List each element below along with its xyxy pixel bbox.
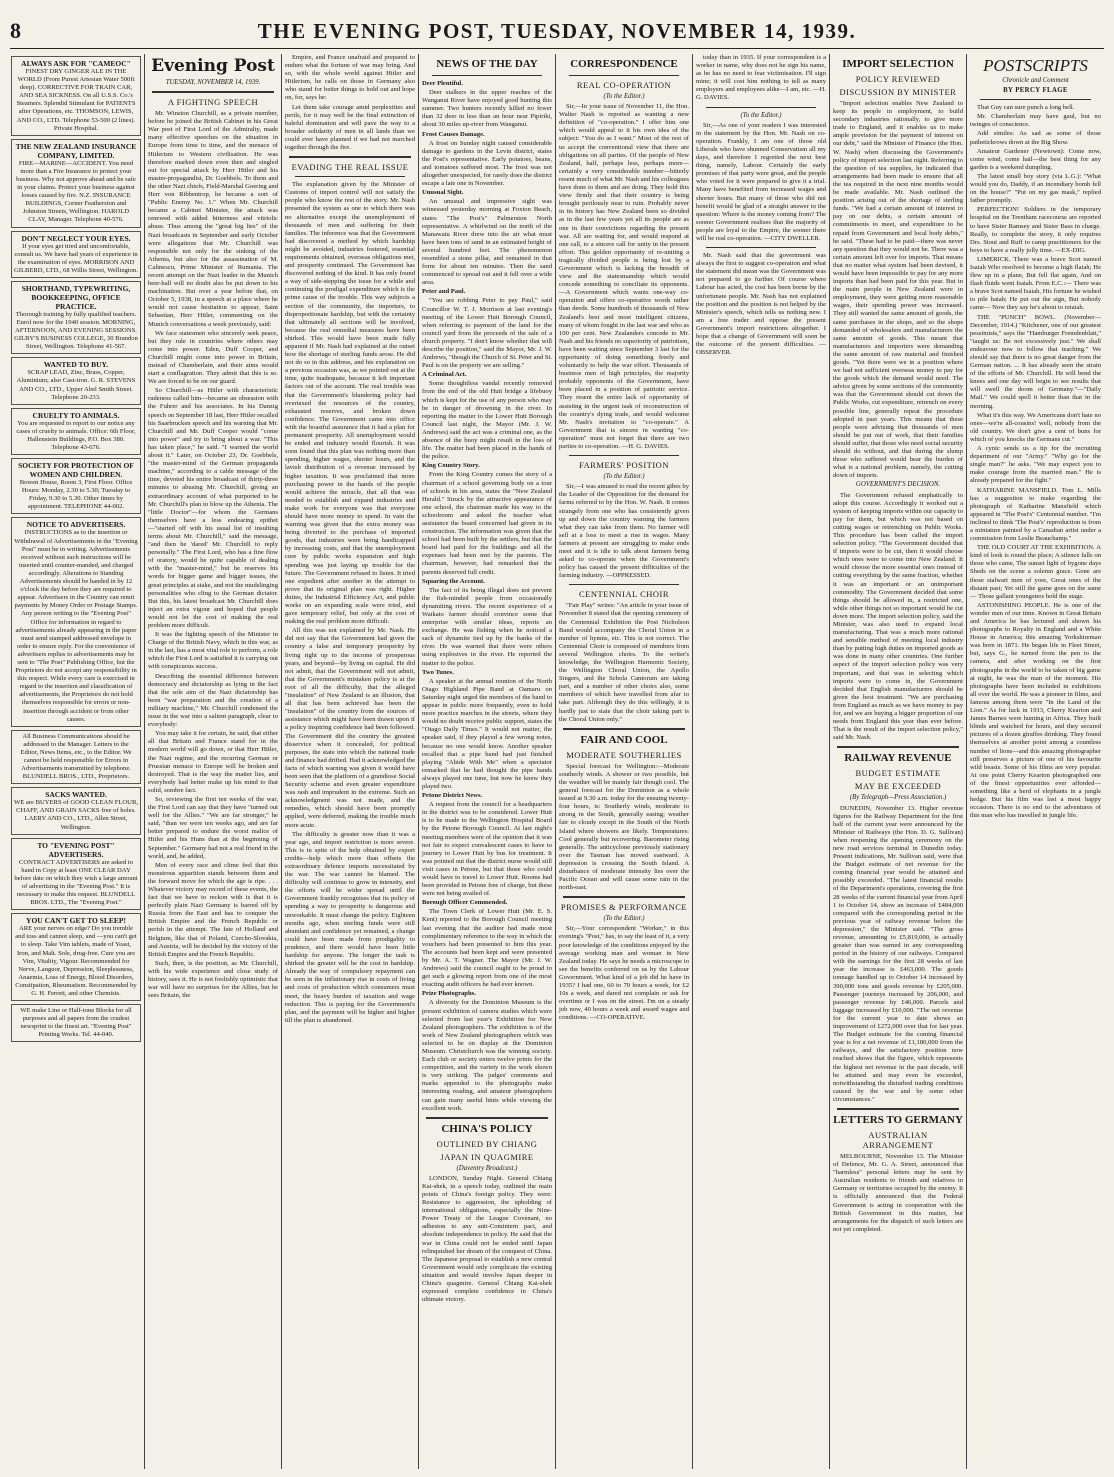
postscript-item: That Guy can sure punch a long bell. (977, 104, 1075, 112)
ad-heading: DON'T NEGLECT YOUR EYES. (21, 233, 131, 243)
ad-heading: NOTICE TO ADVERTISERS. (26, 520, 126, 530)
china-source: (Daventry Broadcast.) (456, 1164, 518, 1172)
ad-heading: SACKS WANTED. (45, 790, 107, 800)
promises-heading: PROMISES & PERFORMANCE (560, 902, 688, 913)
rail-sub: BUDGET ESTIMATE (855, 768, 941, 779)
postscript-item: THE "PUNCH" BOWL. (November—December, 1914.) "Kitchener, one of our greatest pessimists," says the "Hamburger Fremdenblatt," "taught us: Be not excessively just." We shall endeavour now to follow that teaching." We should say that there is no great danger from the German nation. ... It has already seen the strain of the efforts of Mr. Churchill. He will bend the knees and one day will begin to see results that will swell the doom of Germany."—"Daily Mail." We could spell it better than that in the morning. (970, 313, 1101, 410)
letters (559, 80, 689, 724)
weather-text: Special forecast for Wellington:—Moderate southerly winds. A shower or two possible, but the weather will be mainly fair though cool. The general forecast for the Dominion as a whole issued at 9.30 a.m. today for the ensuing twenty-four hours, is: Southerly winds, moderate to strong in the South, generally easing; weather fair to cloudy except in the South of the North Island where showers are likely. Temperatures: Cool generally but recovering. Barometer rising generally. The anticyclone previously stationary over the Tasman has moved eastward. A depression is crossing the South Island. A disturbance of moderate intensity lies over the Pacific Ocean and will cause some rain in the north-east. (559, 762, 689, 892)
column-editorial-cont (282, 54, 419, 1469)
news-item-subhead: Deer Plentiful. (422, 80, 463, 87)
paragraph: today than in 1935. If your correspondent is a worker in name, why does not he sign his name, as he has no need to fear victimisation. I'll sign mine; it will cost him nothing to tell as many employers and employees alike—I am, etc. —H. G. DAVIES. (696, 54, 826, 102)
letters-germany-sub: AUSTRALIAN ARRANGEMENT (862, 1129, 934, 1150)
ad-body: All Business Communications should be addressed to the Manager. Letters to the Editor, News Items, etc., to the Editor. We cannot be held responsible for Errors in Advertisements transmitted by telephone. BLUNDELL BROS., LTD., Proprietors. (20, 732, 132, 781)
column-ads (8, 54, 145, 1469)
ad-heading: TO "EVENING POST" ADVERTISERS. (37, 840, 115, 859)
ad-block (11, 1004, 141, 1042)
import-sub2: DISCUSSION BY MINISTER (839, 87, 957, 97)
ad-block (11, 56, 141, 136)
divider (569, 455, 679, 456)
column-news (419, 54, 556, 1469)
news-item-text: A frost on Sunday night caused considerable damage to gardens in the Levin district, states the Post's representative. Early potatoes, beans, and tomatoes suffered most. The frost was not altogether unexpected, for rarely does the district escape a late one in November. (422, 139, 552, 188)
news-item-subhead: Petone District News. (422, 792, 483, 800)
paragraph: Let them take courage amid perplexities and perils, for it may well be the final extinction of baleful domination and will pave the way to a broader solidarity of men in all lands than we could ever have planned if we had not marched together through the fire. (285, 103, 415, 152)
postscript-item: THE OLD COURT AT THE EXHIBITION. A kind of look is round the place; A silence falls on those who came, The sunset light of bygone days Sheds on the scene a solemn grace. Gone are those stalwart men of yore, Great ones of the distant past; Yet still the game goes on the same— Those gallant youngsters hold the stage. (970, 544, 1101, 600)
postscript-item: What it's this way. We Americans don't hate no ones—we're all-cousins! well, nobody from the old country. We don't give a cent of buns for which of you knocks the Germans cut." (970, 411, 1101, 443)
news-item-subhead: Peter and Paul. (422, 288, 466, 296)
paragraph: Describing the essential difference between democracy and dictatorship as lying in the fact that the sole aim of the Nazi dictatorship has been "war preparation and the creation of a military machine," Mr. Churchill condensed the issue in the war into a salient paragraph, clear to everybody: (148, 672, 278, 729)
letter-title: CENTENNIAL CHOIR (578, 589, 670, 600)
promises-text: Sir,—Your correspondent "Worker," in this evening's "Post," has, to say the least of it, a very poor knowledge of the conditions enjoyed by the average working man and woman in New Zealand today. He says he needs a microscope to see the benefits conferred on us by the Labour Government. What kind of a job did he have in 1935? I had one, 60 to 70 hours a week, for £2 10s a week, and dared not complain or ask for overtime or I was on the street. I'm on a steady job now, 40 hours a week and award wages and conditions. —CO-OPERATIVE. (559, 925, 689, 1022)
page-number: 8 (10, 18, 21, 43)
divider (837, 746, 959, 748)
postscripts-title: POSTSCRIPTS (983, 56, 1088, 75)
letters-continued (696, 54, 826, 103)
ad-block (11, 838, 141, 911)
column-correspondence (556, 54, 693, 1469)
ad-body: FINEST DRY GINGER ALE IN THE WORLD (From Purest Artesian Water 500ft deep). CORRECTIVE FOR TRAIN CAR, AND SEA SICKNESS. On all U.S.S. Co.'s Steamers. Splendid Stimulant for PATIENTS after Operations, etc. THOMSON, LEWIS, AND CO., LTD. Telephone 53-500 (2 lines). Private Hospital. (16, 68, 136, 132)
import-heading: IMPORT SELECTION (842, 58, 954, 70)
letter-title: FARMERS' POSITION (579, 460, 669, 471)
news-item-text: An unusual and impressive sight was witnessed yesterday morning at Foxton Beach, states "The Post's" Palmerston North representative. A whirlwind on the north of the Manawatu River drew into the air what must have been tons of sand in an estimated height of several hundred feet. The phenomenon resembled a stone pillar, and remained in that form for about ten minutes. Then the sand commenced to spread out and it fell over a wide area. (422, 198, 552, 287)
news-item-text: A request from the council for a headquarters in the district was to be considered. Lower Hutt is to be made to the Wellington Hospital Board by the Petone Borough Council. At last night's meeting members were of the opinion that it was not fair to expect convalescent cases to have to journey to Lower Hutt by bus for treatment. It was pointed out that the district nurse would still visit cases in Petone, but that those who could would have to travel to Lower Hutt. Rooms had been provided in Petone free of charge, but these were not being availed of. (422, 801, 552, 898)
letter-text: Sir,—As one of your readers I was interested in the statement by the Hon. Mr. Nash on co-operation. Frankly, I am one of those old Liberals who have shunned Conservatism all my days, and therefore I regretted the next best thing, namely, Labour. Certainly the early promises of that party were great, and the people who voted for it were prepared to give it a trial. Many have benefited from increased wages and shorter hours. But many of those who did not benefit would be glad of a straight answer to the question: Where is the money coming from? The sooner Government realises that the majority of people are loyal to the Empire, the sooner there will be real co-operation. —CITY DWELLER. (696, 121, 826, 242)
rail-source: (By Telegraph—Press Association.) (849, 794, 947, 802)
correspondence-heading: CORRESPONDENCE (570, 58, 678, 70)
postscript-item: Add similes: As sad as some of those pathetickrows down at the Big Show. (970, 130, 1101, 146)
divider (563, 728, 685, 730)
news-item-text: The fact of its being illegal does not prevent the fish-minded people from occasionally dynamiting rivers. The recent experience of a Waikato farmer should convince some that enterprise with similar ideas, reports an exchange. He was fishing when he noticed a sack of dynamite tied up by the banks of the river. He was warned that there were others using explosives in the river. He reported the matter to the police. (422, 586, 552, 667)
paragraph: So Churchill—as Hitler with characteristic rudeness called him—became an obsession with the Fuhrer and his associates. In his Danzig speech on September 18 last, Herr Hitler recalled his Saarbrucken speech and his warning that Mr. Churchill and Mr. Duff Cooper would "come into power" and try to bring about a war. "This has taken place," he said. "I warned the world about it." Later, on October 23, Dr. Goebbels, "the master-mind of the German propaganda machine," according to a cable message of the time, devoted his entire broadcast of thirty-three minutes to abusing Mr. Churchill, giving an extraordinary account of what purported to be Mr. Churchill's plan to blow up the Athenia. The "little Doctor"—for whom the Germans themselves have a less endearing epithet—"started off with his usual list of insulting terms about Mr. Churchill," said the message, "and then he 'dared' Mr. Churchill to reply personally." The First Lord, who has a fine flow of oratory, would be quite capable of dealing with the "master-mind," but he reserves his words for bigger game and bigger issues, the great principles at stake, and not the mudslinging personalities who cling to the German dictator. But this, his latest broadcast Mr. Churchill does inject an extra vigour and hoped that people would not let the cost of making the real problem more difficult. (148, 387, 278, 629)
letter-text: Sir,—In your issue of November 11, the Hon. Walter Nash is reported as wanting a new definition of "co-operation." I offer him one which would appeal to it his own idea of the subject: "You do as I want." Most of the rest of us accept the conventional view that there are obligations on all parties. Of the people of New Zealand, half, perhaps less, perhaps more—certainly a very considerable number—bitterly resent much of what Mr. Nash and his colleagues have done to them and are doing. They hold this view firmly and that their country is being brought perilously near to ruin. Probably never in its history has New Zealand been so divided as in the last few years yet all its people are as one in their convictions regarding the present war. All are waiting for, and would respond at one call, to a sincere call for unity in the present effort. This golden opportunity of re-uniting a tragically divided people is being lost by a Government which is lacking the breadth of view and the statesmanship which would concede something to conciliate its opponents. —A Government which wants one-way co-operation and offers co-operative words rather than deeds. Some hundreds of thousands of New Zealand's best and most intelligent citizens, many of whom fought in the last war and who as 100 per cent. New Zealanders concede to Mr. Nash and his friends no superiority of patriotism, have been waiting since September 3 last for the opportunity of doing something freely and voluntarily to help the war effort. Thousands of business men of high principles, the majority probably opponents of the Government, have been placed in a position of patriotic service. They resent the entire lack of opportunity of assisting in the urgent task of reconstruction of the country's dying trade, and would welcome Mr. Nash's invitation to "co-operate." A Government that is sincere in wanting "co-operation" must not forget that there are two parties to co-operation. —H. G. DAVIES. (559, 103, 689, 451)
postscript-item: PERFECTION! Soldiers in the temporary hospital on the Trentham racecourse are reported to have Sister Ramsey and Sister Bass in charge. Really, to complete the story, it only requires Drs. Stout and Ruff to camp practitioners for the boys to have a really jolly time. —EX-DIG. (970, 206, 1101, 254)
letter-text: Sir,—I was amused to read the recent gibes by the Leader of the Opposition for the demand for farms referred to by the Hon. W. Nash. It comes strangely from one who has consistently given up and down the country warning the farmers what they can take from them. No farmer will sell at a loss to meet a rise in wages. Many farmers at present are struggling to make ends meet and it is idle to talk about farmers being asked to co-operate when the Government's policy has caused the present difficulties of the farming industry. —OPPRESSED. (559, 483, 689, 580)
column-postscripts (967, 54, 1104, 1469)
divider (706, 247, 816, 248)
gov-text: The Government refused emphatically to adopt this course. Accordingly it worked out a system of keeping imports within our capacity to pay for them, but which was not based on cutting wages or retrenching on Public Works. This procedure has been called the import selection policy. "The Government decided that if imports were to be cut, then it would choose which ones were to come into New Zealand. It would choose the more essential ones instead of cutting everything by the same fraction, whether it was an important or an unimportant commodity. The Government decided that some things should be allowed in, a restricted one, while other things not so important would be cut down more. The import selection policy, said the Minister, was also used to expand local manufacturing. That was a much more rational and sensible method of meeting local industry than by putting high duties on imported goods as was done in many other countries. One further aspect of the import selection policy was very important, and that was in selecting which imports were to come in, the Government decided that English manufacturers should be given the best treatment. "We are purchasing from England as much as we have money to pay for, and we are buying a bigger proportion of our needs from England this year than ever before. That is the result of the import selection policy," said Mr. Nash. (833, 491, 963, 742)
postscripts-byline: BY PERCY FLAGE (1003, 87, 1068, 95)
editorial-dateline: TUESDAY, NOVEMBER 14, 1939. (165, 79, 261, 86)
news-heading: NEWS OF THE DAY (436, 58, 538, 70)
news-item-text: A speaker at the annual reunion of the North Otago Highland Pipe Band at Oamaru on Saturday night urged the members of the band to appear in public more frequently, even to hold more practice marches in the streets, where they would no doubt receive public support, states the "Otago Daily Times." It would not matter, the speaker said, if they played a few wrong notes, because no one would know. Another speaker recalled that a pipe band had just finished playing "Abide With Me" when a spectator remarked that he had thought the pipe bands always played one tune, but now he knew they played two. (422, 677, 552, 790)
divider (295, 176, 405, 177)
ad-block (11, 408, 141, 455)
news-item-text: Some thoughtless vandal recently removed from the end of the old Hutt bridge a lifebuoy which is kept for the use of any person who may be in danger of drowning in the river. In reporting the matter to the Lower Hutt Borough Council last night, the Mayor (Mr. J. W. Andrews) said the act was a criminal one, as the absence of the buoy might result in the loss of life. The matter had been placed in the hands of the police. (422, 380, 552, 461)
ad-body: Thorough training by fully qualified teachers. Enrol now for the 1940 session. MORNING, AFTERNOON, AND EVENING SESSIONS. GILBY'S BUSINESS COLLEGE, 30 Brandon Street, Wellington. Telephone 41-567. (14, 310, 138, 351)
paragraph: Men of every race and clime feel that this monstrous apparition stands between them and the forward move for which the age is ripe. . . . Whatever victory may record of these events, the fact that we have to reckon with is that it is perfectly plain Nazi Germany is barred off by Russia from the East and has to conquer the British Empire and the French Republic or perish in the attempt. The fate of Holland and Belgium, like that of Poland, Czecho-Slovakia, and Austria, will be decided by the victory of the British Empire and the French Republic. (148, 861, 278, 958)
rail-heading: RAILWAY REVENUE (844, 752, 952, 765)
leader-title: A FIGHTING SPEECH (167, 97, 259, 108)
ad-block (11, 458, 141, 514)
ad-body: Bowen House, Room 3, First Floor. Office Hours: Monday, 2.30 to 5.30; Tuesday to Friday, 9.30 to 5.30. Other times by appointment. TELEPHONE 44-002. (19, 479, 133, 511)
paragraph: It was the fighting speech of the Minister in Charge of the British Navy, which in this war, as in the last, has a most vital role to perform, a role which the First Lord is satisfied it is carrying out with conspicuous success. (148, 631, 278, 671)
columns (8, 54, 1106, 1469)
postscript-item: ASTONISHING PEOPLE. He is one of the wonder men of our time. Known in Great Britain and America he has lectured and shown his photographs to Royalty in England and a White House in America; this amazing Yorkshireman was born in 1871. He began life in Fleet Street, but, says G., he turned from the pen to the camera, and after working on the first photographs in the world to be taken of big game at night, he was the man of the moment. His photographs have been included in exhibitions all over the world. He was a pioneer in films, and famous among them were "In the Land of the Lion." As for luck in 1913, Cherry Kearton and James Barnes were hunting in Africa. They built blinds and watched for hours, and they secured pictures of a dozen giraffes drinking. They found themselves at another point among a countless number of lions—and this amazing photographer still preserves a picture of one of his favourite wild beasts. Some of his films are very popular. At one point Cherry Kearton photographed one of the finest opportunities ever afforded—something like a herd of elephants in a jungle hedge. But his film was last a most happy occasion. There is no end to the adventures of this man who has travelled in jungle life. (970, 601, 1101, 820)
china-sub2: JAPAN IN QUAGMIRE (440, 1151, 534, 1162)
ad-heading: ALWAYS ASK FOR "CAMEOC" (21, 59, 131, 68)
promises-to: (To the Editor.) (603, 915, 645, 923)
letter-text-2: Mr. Nash said that the government was always the first to suggest co-operation and what the statement did mean was the Government was not prepared to go further. Of course where Labour has acted, the cost has been borne by the unfortunate people. Mr. Nash has not explained the position and the position is not helped by the Minister's speech, which tells us nothing new. I am a free trader and oppose the present Government's import restrictions altogether. I hope that a change of Government will soon be the outcome of the present difficulties. — OBSERVER. (696, 252, 826, 357)
postscript-item: A cynic sends us a tip for the recruiting department of our "Army." "Why go for the single man?" he asks. "We may expect you to make courage from the married man." He is already prepared for the fight." (970, 445, 1101, 485)
news-item-subhead: Prize Photographs. (422, 990, 476, 998)
divider (152, 91, 274, 93)
rail-sub2: MAY BE EXCEEDED (854, 781, 942, 792)
gov-sub: GOVERNMENT'S DECISION. (855, 481, 941, 489)
news-item-text: The Town Clerk of Lower Hutt (Mr. E. S. Kent) reported to the Borough Council meeting last evening that the auditor had made most complimentary reference to the way in which the vouchers had been presented to him this year. The accounts had been kept and were presented by Mr. A. T. Wagner. The Mayor (Mr. J. W. Andrews) said the council ought to be proud to get such a glowing report from one of the most exacting audit officers he had ever known. (422, 908, 552, 989)
ad-body: SCRAP LEAD, Zinc, Brass, Copper, Aluminium; also Cast-iron. G. R. STEVENS AND CO., LTD., Upper Abel Smith Street. Telephone 20-233. (16, 369, 136, 401)
postscript-item: Amateur Gardener (Newtown): Come now, come wind, come hail—the best thing for any garden is a weekend dumpling. (970, 147, 1101, 171)
ad-body: ARE your nerves on edge? Do you tremble and toss and cannot sleep, and —you can't get to sleep. Take Vim tablets, made of Yeast, Iron, and Malt. Sole, drug-free. Cure you are Vim, Vitality, Vigour. Recommended for Nerve, Languor, Depression, Sleeplessness, Anaemia, Loss of Energy, Blood Disorders, Constipation, Rheumatism. Recommended by G. H. Ferrett, and other Chemists. (15, 925, 137, 997)
postscripts-items (970, 104, 1101, 820)
column-letters-cont (693, 54, 830, 1469)
ad-block (11, 357, 141, 404)
letters-germany-heading: LETTERS TO GERMANY (833, 1113, 963, 1126)
letter-to: (To the Editor.) (603, 93, 645, 100)
ad-block (11, 281, 141, 354)
news-item-subhead: A Criminal Act. (422, 371, 467, 379)
news-items (422, 80, 552, 1113)
evading-body (285, 181, 415, 1025)
postscript-item: KATHARINE MANSFIELD. Tom L. Mills has a suggestion to make regarding the photograph of Katharine Mansfield which appeared in "The Post's" Centennial number. "I'm inclined to think 'The Post's' reproduction is from a miniature painted by a Canadian artist under a commission from Leslie Beauchamp." (970, 486, 1101, 543)
divider (563, 896, 685, 898)
ad-body: FIRE—MARINE—ACCIDENT. You need more than a Fire Insurance to protect your business. Why not approve ahead and be safe in your claims. Protect your business against losses caused by fire. N.Z. INSURANCE BUILDINGS, Corner Featherston and Johnston Streets, Wellington. HAROLD CLAY, Manager. Telephone 40-576. (16, 159, 136, 224)
paragraph: The explanation given by the Minister of Customs of import control will not satisfy the people who know the rest of the story. Mr. Nash presented the system as one to which there was no alternative except the unemployment of thousands of men and suffering for their families. The inference was that the Government had discovered a method by which hardship might be avoided, industries fostered, essential requirements obtained, overseas obligations met, and prosperity continued. The Government has discovered nothing of the kind. It has only found a way of side-stepping the issue for a while and continuing the prodigal expenditure which is the prime cause of the trouble. This way subjects a section of the community, the importers, to disproportionate hardship, but with the certainty that ultimately all sections will be involved, because the real remedial measures have been shirked. This would have been made fully apparent if Mr. Nash had explained at the outset how the shortage of sterling funds arose. He did not do so in this address, and his explanation on a previous occasion was, as we pointed out at the time, quite inadequate, because it left important factors out of the account. The real trouble was that the Government's blundering policy had overtaxed the resources of the country, exhausted reserves, and broken down confidence. The Government came into office with the boastful assurance that it had a plan for permanent prosperity. All unemployment would be ended and industry would flourish. It was soon found that this plan was nothing more than spending, higher wages, shorter hours, and the lavish distribution of a revenue increased by higher taxation. It was proclaimed that more purchasing power in the hands of the people would achieve the miracle, that all that was needed to establish and expand industries and make work for everyone was that everyone should have more money to spend. In vain the warning was given that the extra money was being diverted to the purchase of imported goods, that industries were being handicapped by increasing costs, and that the unemployment cure by public works expansion and high spending was just laying up trouble for the future. The Government refused to listen. It tried one expedient after another in the attempt to prove that its original plan was right. Higher duties, the Industrial Efficiency Act, and public works on an expanding scale were tried, and gave temporary relief, but only at the cost of making the real problem more difficult. (285, 181, 415, 626)
letters-germany-text: MELBOURNE, November 13. The Minister of Defence, Mr. G. A. Street, announced that "harmless" personal letters may be sent by Australian residents to friends and relatives in Germany or territories occupied by the enemy. It is officially announced that the Federal Government is acting in cooperation with the British Government in this matter, but arrangements for the dispatch of such letters are not yet completed. (833, 1152, 963, 1233)
letter-text: "Fair Play" writes: "An article in your issue of November 8 stated that the opening ceremony of the Centennial Exhibition the Post Nicholson Band would accompany the Choral Union in a number of hymns, etc. This is not correct. The Centennial Choir is composed of members from several Wellington choirs. To the writer's knowledge, the Wellington Harmonic Society, the Wellington Choral Union, the Apollo Singers, and the Schola Cantorum are taking part, and a number of other choirs also, some members of which have travelled from afar to take part. Although they do this willingly, it is hardly just to state that the choir taking part is the Choral Union only." (559, 602, 689, 723)
ad-body: WE make Line or Half-tone Blocks for all purposes and all papers from the crudest newsprint to the finest art. "Evening Post" Printing Works. Tel. 44-040. (20, 1007, 132, 1039)
ad-block (11, 913, 141, 1001)
ad-heading: SOCIETY FOR PROTECTION OF WOMEN AND CHILDREN. (18, 461, 134, 480)
leader-body (148, 110, 278, 1000)
weather-heading: FAIR AND COOL (580, 733, 668, 746)
evading-heading: EVADING THE REAL ISSUE (291, 162, 409, 173)
ad-heading: THE NEW ZEALAND INSURANCE COMPANY, LIMITED. (15, 141, 137, 160)
column-editorial (145, 54, 282, 1469)
china-sub: OUTLINED BY CHIANG (436, 1138, 538, 1149)
paragraph: Empire, and France unafraid and prepared to endure what the fortune of war may bring. And so, with the whole world against Hitler and Hitlerism, he calls on those in Germany also who stand for better things to hold out and hope on, for, says he: (285, 54, 415, 102)
news-item-subhead: Unusual Sight. (422, 189, 464, 197)
newspaper-title: THE EVENING POST, TUESDAY, NOVEMBER 14, 1939. (257, 18, 857, 43)
ad-block (11, 787, 141, 834)
news-item-text: "You are robbing Peter to pay Paul," said Councillor W. T. J. Morrison at last evening's meeting of the Lower Hutt Borough Council, when referring to payment of the land for the council yard from the proceeds of the sale of a church property. "I don't know whether that will describe the position," said the Mayor, Mr. J. W. Andrews, "though the Church of St. Peter and St. Paul is on the property we are selling." (422, 297, 552, 370)
divider (426, 1117, 548, 1119)
ad-block (11, 517, 141, 726)
news-item-text: Deer stalkers in the upper reaches of the Wanganui River have enjoyed good hunting this summer. Two hunters recently killed no fewer than 32 deer in less than an hour near Pipiriki, about 30 miles up-river from Wanganui. (422, 89, 552, 129)
ad-body: If your eyes get tired and uncomfortable, consult us. We have had years of experience in the examination of eyes. MORRISON AND GILBERD, LTD., 68 Willis Street, Wellington. (14, 242, 138, 274)
ad-block (11, 231, 141, 278)
divider (980, 99, 1091, 100)
news-item-subhead: Squaring the Account. (422, 577, 485, 585)
masthead (10, 14, 1104, 49)
letter-to: (To the Editor.) (740, 111, 782, 119)
paragraph: Such, then, is the position, as Mr. Churchill, with his wide experience and close study of history, sees it. He is not foolishly optimistic that war will have no surprises for the Allies, but he sees Britain, the (148, 959, 278, 1000)
news-item-subhead: Borough Officer Commended. (422, 899, 508, 907)
paragraph: All this was not explained by Mr. Nash. He did not say that the Government had given the country a false and temporary prosperity by living right up to the income of prosperous years, and beyond—by living on capital. He did not admit, that the Government will not admit, that the Government's mistaken policy is at the root of all the difficulty, that the alleged "insulation" of New Zealand is an illusion, that all that has been achieved has been the "insulation" of the country from the sources of assistance which might have been drawn upon if a policy inspiring confidence had been followed. The Government did the country the greatest disservice when it concealed, for political purposes, the state into which the national trade and finance had drifted. Had it acknowledged the facts of which warning was given it would have been seen that the platform of a grandiose Social Security scheme and even greater expenditure was rash and imprudent in the extreme. Such an acknowledgment was not made, and the remedies, which should have been promptly applied, were deferred, making the trouble much more acute. (285, 627, 415, 829)
ad-body: You are requested to report to our notice any cases of cruelty to animals. Office: 6th Floor, Hallenstein Buildings, P.O. Box 380. Telephone 43-676. (16, 419, 136, 451)
leader-continued (285, 54, 415, 152)
rail-text: DUNEDIN, November 13. Higher revenue figures for the Railway Department for the first half of the current year were announced by the Minister of Railways (the Hon. D. G. Sullivan) when reopening the opening ceremony on the new road services terminal in Dunedin today. Present indications, Mr. Sullivan said, were that the Budget estimate of net revenue for the coming financial year would be attained and possibly exceeded. "The latest financial results of the Department's operations, covering the first 28 weeks of the current financial year from April 1 to October 14, show an increase of £484,000 compared with the corresponding period in the previous year of railway revenue before the depression," the Minister said. "The gross revenue, amounting to £5,819,000, is actually greater than was earned in any corresponding period in the history of our railways. Compared with the earnings for the first 28 weeks of last year the increase is £463,000. The goods tonnage handled up to October 14 increased by 390,000 tons and goods revenue by £205,000. Passenger journeys increased by 206,000, and passenger revenue by £46,000. Parcels and luggage increased by £10,000. "The net revenue for the current year to date shows an improvement of £272,000 over that for last year. The Budget estimate for the coming financial year is for a net revenue of £1,180,000 from the railways, and the satisfactory position now reached shows that the figure, which represents the highest net revenue in the past decade, will be attained and may even be exceeded, notwithstanding the disturbed trading conditions caused by the war and by some other circumstances." (833, 804, 963, 1103)
ad-block (11, 730, 141, 785)
postscript-item: Mr. Chamberlain may have gaul, but no twinges of conscience. (970, 113, 1101, 129)
paragraph: So, reviewing the first ten weeks of the war, the First Lord can say that they have "turned out well for the Allies." "We are far stronger," he said, "than we were ten weeks ago, and are far better prepared to endure the worst malice of Hitler and his Huns than at the beginning of September." Germany had not a real friend in the world, and, he added, (148, 795, 278, 860)
china-heading: CHINA'S POLICY (441, 1122, 533, 1135)
letter-to: (To the Editor.) (603, 473, 645, 481)
news-item-text: From the King Country comes the story of a chairman of a school governing body on a tour of schools in his area, states the "New Zealand Herald." Struck by the attractive appearance of one school, the chairman made his way to the schoolroom and asked the teacher what assistance the board concerned had given in its construction. The information was given that the school had been built by the settlers, but that the board had paid for the buildings and all the expenses had been met by the parents. The chairman, however, had remarked that the parents deserved full credit. (422, 471, 552, 576)
weather-sub: MODERATE SOUTHERLIES (566, 749, 682, 760)
news-item-subhead: Two Tunes. (422, 668, 454, 676)
ad-heading: CRUELTY TO ANIMALS. (32, 410, 120, 420)
column-import-selection (830, 54, 967, 1469)
divider (569, 75, 679, 76)
paragraph: We face statesmen who sincerely seek peace, but they rule in countries where others may come into power. Eden, Duff Cooper, and Churchill might come into power in Britain, instead of Chamberlain, and their aims would start a conflagration. They admit that this is so. We are forced to be on our guard. (148, 329, 278, 386)
paragraph: The difficulty is greater now than it was a year ago, and import restriction is more severe. This is in spite of the help obtained by export credits—help which more than offsets the extraordinary defence imports necessitated by the war. The war cannot be blamed. The difficulty will continue to grow in intensity, and the efforts will be wider spread until the Government frankly recognises that its policy of spending a way to prosperity is dangerous and unworkable. It must change the policy. Eighteen months ago, when sterling funds were still abundant and confidence yet remained, a change could have been made from prodigality to prudence, and there would have been little hardship for anyone. The longer the task is shirked the greater will be the cost in hardship. Already the way of compulsory repayment can be seen in the inflationary rise in costs of living and costs of production which consumers must meet, the heavy burden of taxation and wage reduction. This is paying for the Government's plan, and the payment will be higher and higher till the plan is abandoned. (285, 830, 415, 1024)
divider (289, 156, 411, 158)
import-sub: POLICY REVIEWED (855, 74, 941, 84)
paragraph: Mr. Winston Churchill, as a private member, before he joined the British Cabinet in his Great War post of First Lord of the Admiralty, made many effective speeches on the situation in Europe from time to time, and the menace of Hitlerism to Western civilisation. He was therefore marked down even then and singled out for special attack by Herr Hitler and his master-propagandist, Dr. Goebbels. To them and the other Nazi chiefs, Field-Marshal Goering and Herr von Ribbentrop, he became a sort of "Public Enemy No. 1." When Mr. Churchill became a Cabinet Minister, the attack was renewed with added bitterness and vitriolic abuse. Thus among the "great big lies" of the Nazi broadcasts in September and early October were allegations that Mr. Churchill was responsible not only for the sinking of the Athenia, but also for the assassination of M. Calinescu, Prime Minister of Rumania. The recent attempt on the Nazi leader in the Munich beer-hall will no doubt also be put down to his machination. But over a year before that, on October 5, 1938, in a speech at a place where he would not cause hesitation to appear, Saint Sebastian, Herr Hitler, commenting on the Munich conversations a week previously, said: (148, 110, 278, 328)
ad-body: INSTRUCTIONS as to the insertion or Withdrawal of Advertisements in the "Evening Post" must be in writing. Advertisements received without such instructions will be inserted until counter-manded, and charged accordingly. Alterations to Standing Advertisements should be handed in by 12 o'clock the day before they are required to appear. Advertisers in the Country can remit payments by Money Order or Postage Stamps. Any person writing to the "Evening Post" Office for information in regard to advertisements already appearing in the paper must send stamped addressed envelope in order to ensure reply. For the convenience of advertisers replies to advertisements may be sent to "The Post" Publishing Office, but the Proprietors do not accept any responsibility in this respect. While every care is exercised in regard to the insertion and classification of advertisements, the Proprietors do not hold themselves responsible for errors or non-insertion through accident or from other causes. (14, 529, 138, 723)
postscripts-subtitle: Chronicle and Comment (1002, 77, 1069, 84)
news-item-text: A diversity for the Dominion Museum is the present exhibition of camera studies which were selected from last year's Exhibition for New Zealand photographers. The exhibition is of the work of New Zealand photographers which was selected to be on display at the Dominion Museum. Christchurch was the winning society. Each club or society enters twelve prints for the competition, and the variety in the work shown is very striking. The judges' comments and marks appended to the photographs make interesting reading, and amateur photographers can gain many useful hints while viewing the excellent work. (422, 999, 552, 1112)
postscript-item: LIMERICK. There was a brave Scot named Isaiah Who resolved to become a high flaiah; He flew up in a plane, But fell flat again, And on flash fluids went Isaiah. From E.C.:— There was a brave Scot named Isaiah, His fortune he wished to pile haiah; He put out the sign, But nobody came— Now they say he's about to retaiah. (970, 255, 1101, 312)
paper-name: Evening Post (151, 56, 275, 76)
ad-body: CONTRACT ADVERTISERS are asked to hand in Copy at least ONE CLEAR DAY before date on which they wish a large amount of advertising in the "Evening Post." It is necessary to make this request. BLUNDELL BROS. LTD., The "Evening Post." (14, 858, 138, 907)
news-item-subhead: King Country Story. (422, 462, 480, 470)
postscript-item: The latest small boy story (via L.G.): "What would you do, Daddy, if an incendiary bomb fell on the house?" "Put on my gas mask," replied father promptly. (970, 172, 1101, 205)
ad-heading: WANTED TO BUY. (43, 360, 109, 370)
letter-title: REAL CO-OPERATION (576, 80, 672, 90)
ad-heading: YOU CAN'T GET TO SLEEP! (26, 916, 126, 926)
china-text: LONDON, Sunday Night. General Chiang Kai-shek, in a speech today, outlined the main points of China's foreign policy. They were: Resistance to aggression, the upholding of international obligations, especially the Nine-Power Treaty of the League Covenant, no adhesion to any anti-Comintern pact, and absolute independence in policy. He said that the war in China could not be ended until Japan relinquished her dream of the conquest of China. The Japanese proposal to establish a new central Government would only complicate the existing situation and would involve Japan deeper in China's quagmire. General Chiang Kai-shek expressed complete confidence in China's ultimate victory. (422, 1174, 552, 1304)
divider (569, 584, 679, 585)
ad-heading: SHORTHAND, TYPEWRITING, BOOKKEEPING, OFFICE PRACTICE. (21, 283, 131, 311)
ad-block (11, 139, 141, 228)
import-text: "Import selection enables New Zealand to keep its people in employment, to build secondary industries rationally, to give more trade to England, and it enables us to make ample provision for the payment of interest on our debt," said the Minister of Finance (the Hon. W. Nash) when discussing the Government's policy of import selection last night. Referring to the question of tea supplies, he indicated that arrangements had been made to ensure that all the tea required in the next nine months would be made available. Mr. Nash outlined the position arising out of the shortage of sterling funds. "We had a certain amount of interest to pay on our debts, a certain amount of commitments to meet, and expenditure to be repaid from Government and local body debts," he said. "These had to be paid—there was never any question that they would not be. There was a certain amount left over for imports. That means that no matter what system had been devised, it would have been impossible to pay for any more imports than had been paid for this year. But in the main people in New Zealand were in employment, they were getting more reasonable wages, their spending power was increased. They still wanted the same amount of goods, the same purchases in the shops, and so the shops demanded of wholesalers and manufacturers the same amount of goods. This meant that manufacturers and importers were demanding the same amount of raw material and finished goods. "Yet there were we in a position where we had not sufficient overseas money to pay for the goods which the demand would need. The advice given by some sections of the community was that the Government should cut down the Public Works, cut expenditure, retrench on every possible line, generally repeat the procedure adopted in past years. This means that these people were advising that thousands of men should be put out of work, that their families should suffer, that those who need social security should do without, and that during the slump those who suffered would bear the burden of what is a national problem, namely, the cutting down of imports. (833, 100, 963, 480)
divider (432, 75, 542, 76)
news-item-subhead: Frost Causes Damage. (422, 130, 485, 138)
divider (837, 1108, 959, 1110)
ad-body: WE are BUYERS of GOOD CLEAN FLOUR, CHAFF, AND GRAIN SACKS free of holes. LAERY AND CO., LTD., Allen Street, Wellington. (14, 799, 138, 831)
paragraph: You may take it for certain, he said, that either all that Britain and France stand for in the modern world will go down, or that Herr Hitler, the Nazi regime, and the recurring German or Prussian menace to Europe will be broken and destroyed. That is the way the matter lies, and everybody had better make up his mind to that solid, sombre fact. (148, 730, 278, 794)
divider (706, 107, 816, 108)
